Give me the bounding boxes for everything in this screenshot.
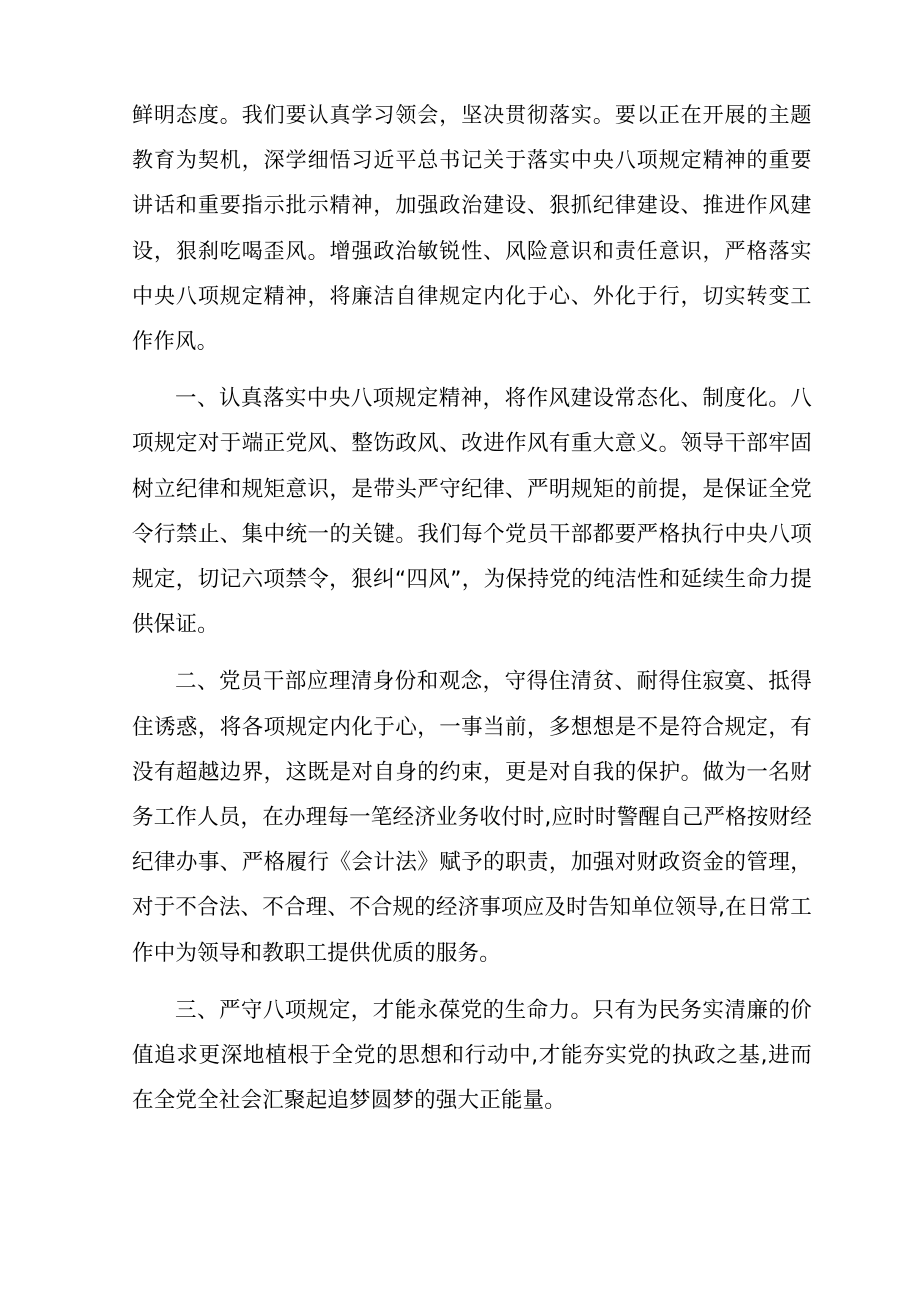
document-page	[132, 93, 812, 1123]
paragraph-section-three: 三、严守八项规定，才能永葆党的生命力。只有为民务实清廉的价值追求更深地植根于全党的思想和行动中,才能夯实党的执政之基,进而在全党全社会汇聚起追梦圆梦的强大正能量。	[132, 997, 812, 1114]
paragraph-continuation: 鲜明态度。我们要认真学习领会，坚决贯彻落实。要以正在开展的主题教育为契机，深学细悟习近平总书记关于落实中央八项规定精神的重要讲话和重要指示批示精神，加强政治建设、狠抓纪律建设、推进作风建设，狠刹吃喝歪风。增强政治敏锐性、风险意识和责任意识，严格落实中央八项规定精神，将廉洁自律规定内化于心、外化于行，切实转变工作作风。	[132, 103, 812, 354]
paragraph-section-one: 一、认真落实中央八项规定精神，将作风建设常态化、制度化。八项规定对于端正党风、整饬政风、改进作风有重大意义。领导干部牢固树立纪律和规矩意识，是带头严守纪律、严明规矩的前提，是保证全党令行禁止、集中统一的关键。我们每个党员干部都要严格执行中央八项规定，切记六项禁令，狠纠“四风”，为保持党的纯洁性和延续生命力提供保证。	[132, 386, 812, 638]
paragraph-section-two: 二、党员干部应理清身份和观念，守得住清贫、耐得住寂寞、抵得住诱惑，将各项规定内化于心，一事当前，多想想是不是符合规定，有没有超越边界，这既是对自身的约束，更是对自我的保护。做为一名财务工作人员，在办理每一笔经济业务收付时,应时时警醒自己严格按财经纪律办事、严格履行《会计法》赋予的职责，加强对财政资金的管理，对于不合法、不合理、不合规的经济事项应及时告知单位领导,在日常工作中为领导和教职工提供优质的服务。	[132, 669, 812, 966]
